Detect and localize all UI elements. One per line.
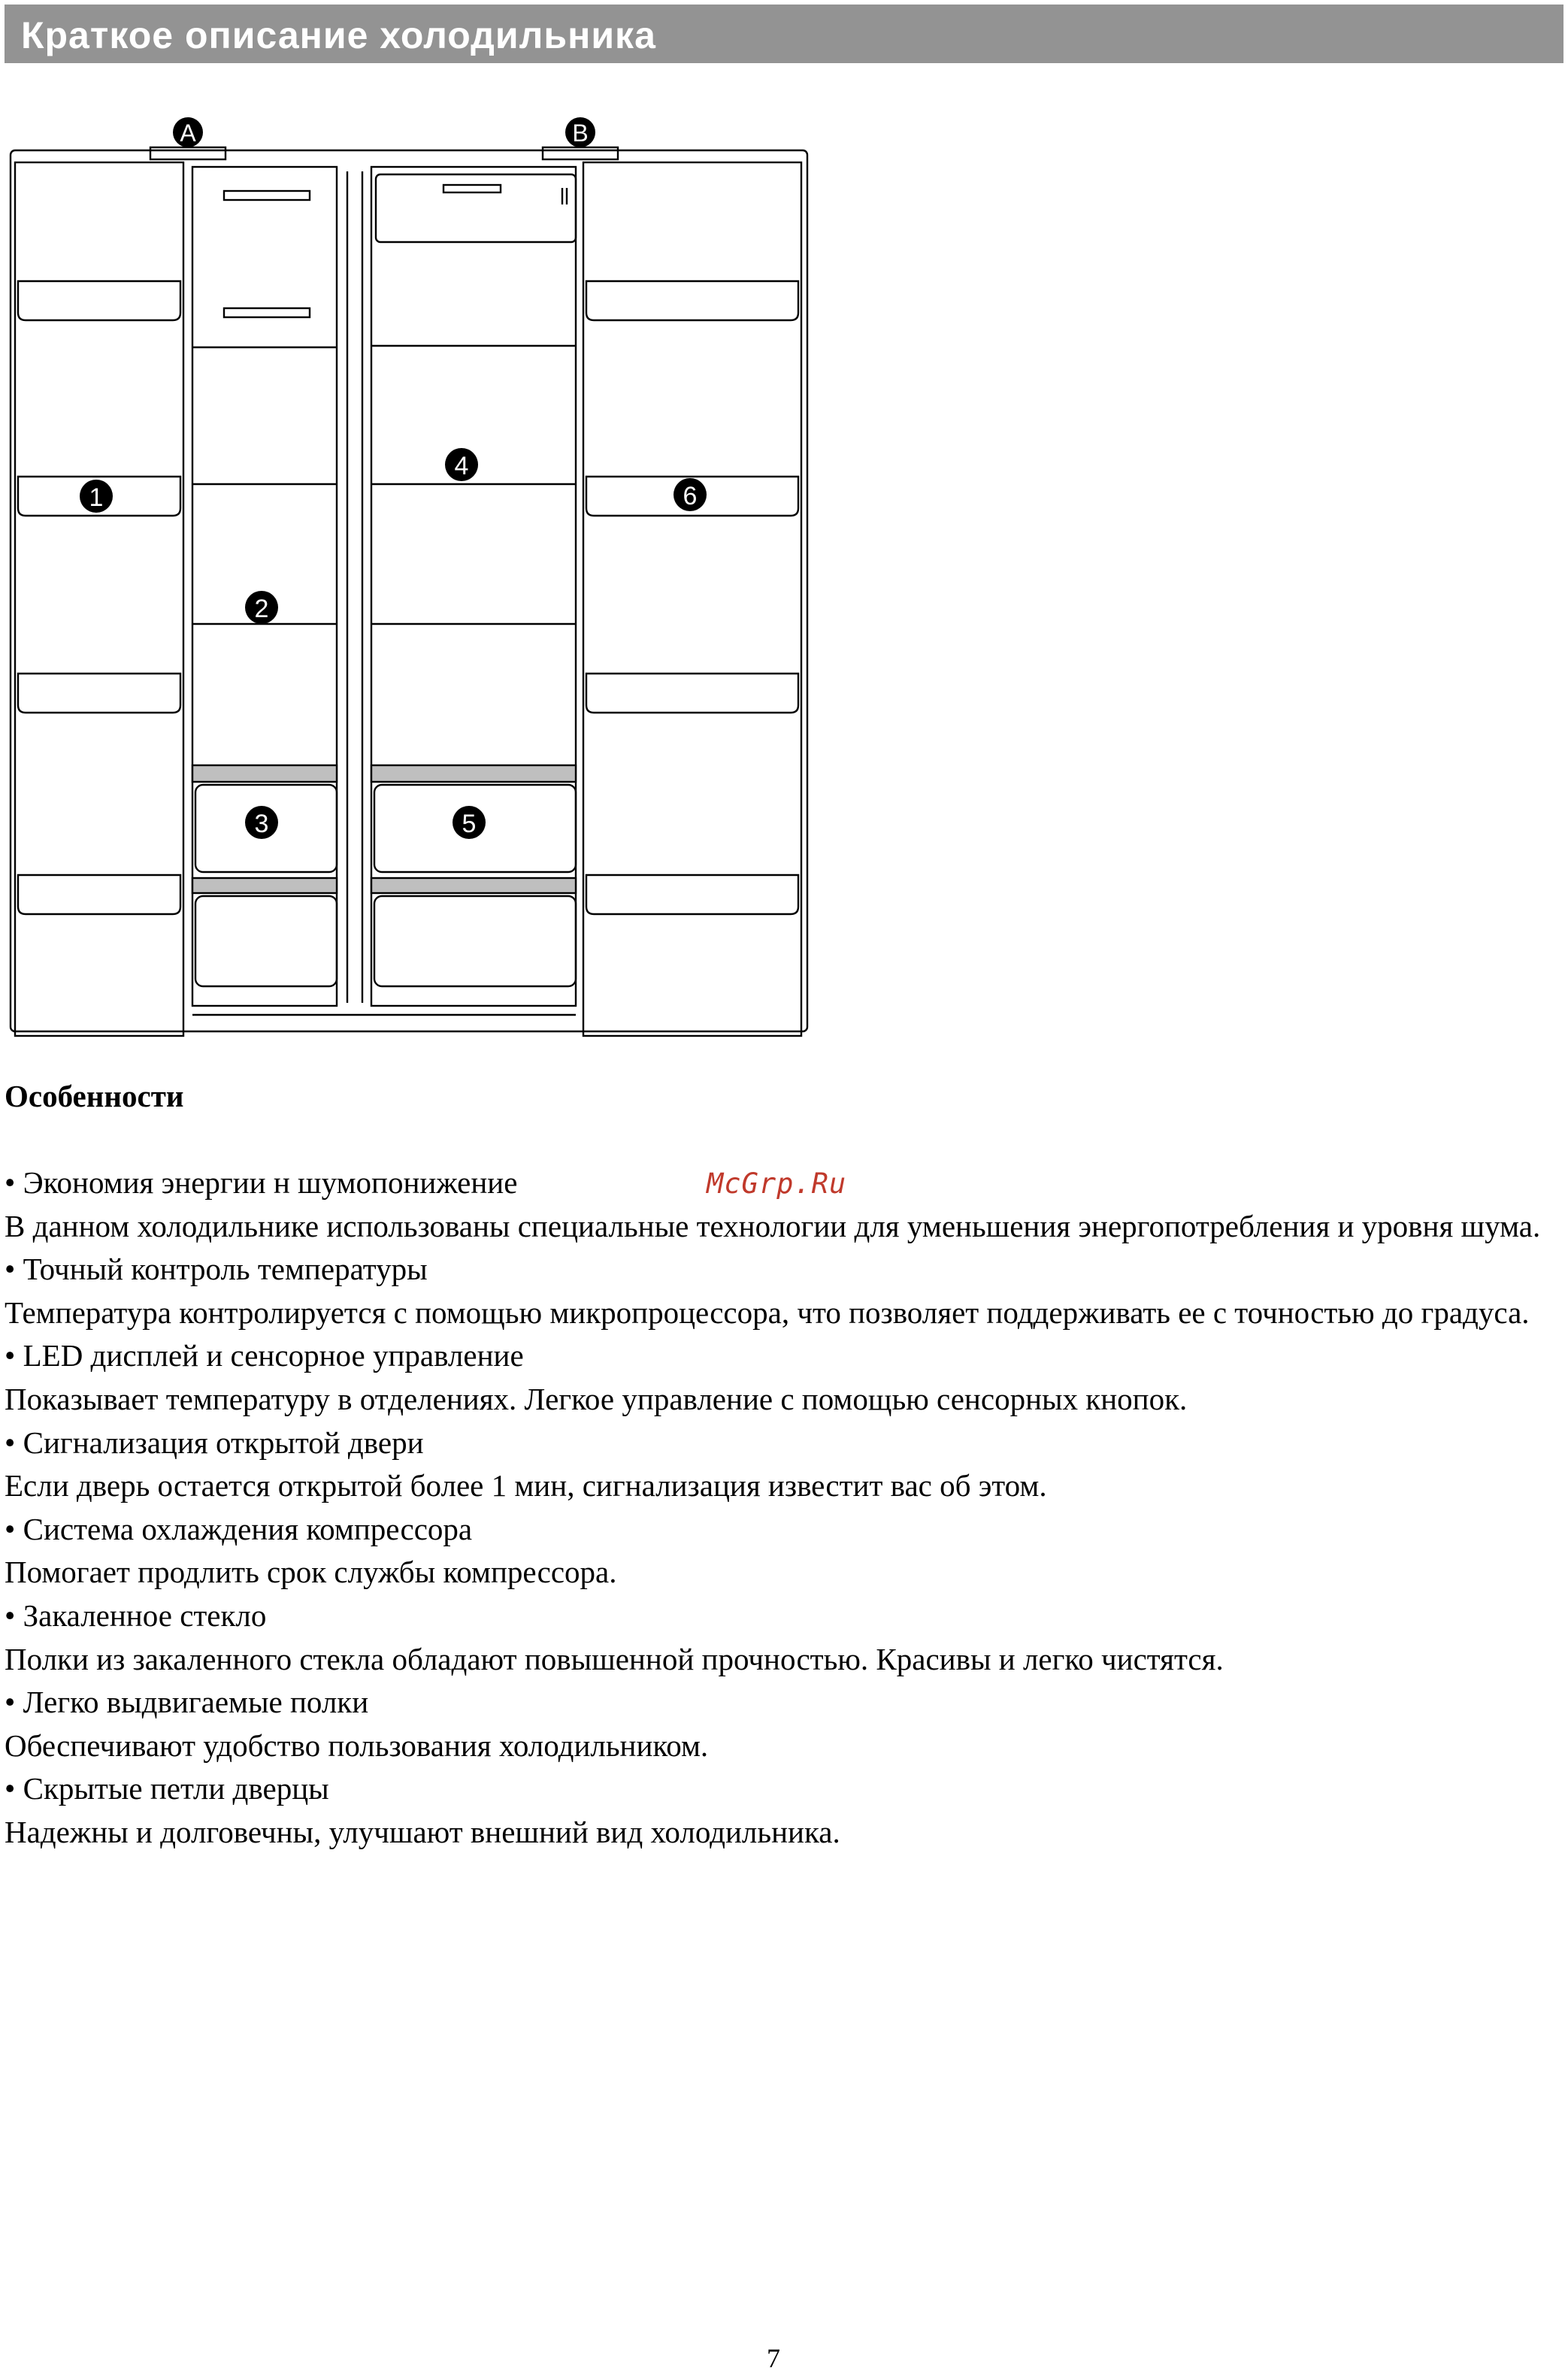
feature-title: • Точный контроль температуры — [5, 1252, 428, 1287]
cabinet-outline — [11, 150, 807, 1031]
header-bar — [5, 5, 1563, 63]
feature-title: • Сигнализация открытой двери — [5, 1425, 424, 1460]
feature-text: Надежны и долговечны, улучшают внешний вид холодильника. — [5, 1814, 840, 1849]
hinge-b — [543, 147, 618, 159]
part-marker-6-text: 6 — [683, 482, 698, 510]
feature-title: • Закаленное стекло — [5, 1597, 267, 1633]
feature-text: Показывает температуру в отделениях. Легкое управление с помощью сенсорных кнопок. — [5, 1381, 1188, 1416]
feature-title: • Скрытые петли дверцы — [5, 1771, 329, 1806]
features-list — [5, 1161, 1563, 1855]
page-number: 7 — [767, 2343, 780, 2373]
feature-title: • Легко выдвигаемые полки — [5, 1685, 369, 1720]
watermark: McGrp.Ru — [707, 1167, 847, 1200]
part-marker-5-text: 5 — [462, 810, 477, 838]
left-door — [15, 162, 183, 1036]
part-marker-2-text: 2 — [254, 595, 269, 623]
feature-text: Если дверь остается открытой более 1 мин, сигнализация известит вас об этом. — [5, 1468, 1047, 1503]
hinge-a — [150, 147, 226, 159]
feature-title: • Экономия энергии н шумопонижение — [5, 1165, 518, 1200]
feature-title: • LED дисплей и сенсорное управление — [5, 1338, 524, 1373]
part-marker-3-text: 3 — [254, 810, 269, 838]
feature-text: Полки из закаленного стекла обладают повышенной прочностью. Красивы и легко чистятся. — [5, 1641, 1224, 1676]
feature-text: В данном холодильнике использованы специальные технологии для уменьшения энергопотребления и уровня шума. — [5, 1208, 1541, 1243]
page-title: Краткое описание холодильника — [21, 14, 656, 56]
feature-text: Помогает продлить срок службы компрессора. — [5, 1555, 617, 1590]
right-door — [583, 162, 801, 1036]
feature-text: Обеспечивают удобство пользования холодильником. — [5, 1728, 709, 1763]
hinge-label-a-text: A — [180, 120, 196, 147]
feature-text: Температура контролируется с помощью микропроцессора, что позволяет поддерживать ее с точностью до градуса. — [5, 1294, 1530, 1330]
feature-title: • Система охлаждения компрессора — [5, 1511, 473, 1546]
features-heading: Особенности — [5, 1079, 184, 1113]
part-marker-4-text: 4 — [454, 452, 469, 480]
hinge-label-b-text: B — [572, 120, 589, 147]
refrigerator-diagram — [0, 105, 819, 1045]
part-marker-1-text: 1 — [89, 483, 104, 512]
